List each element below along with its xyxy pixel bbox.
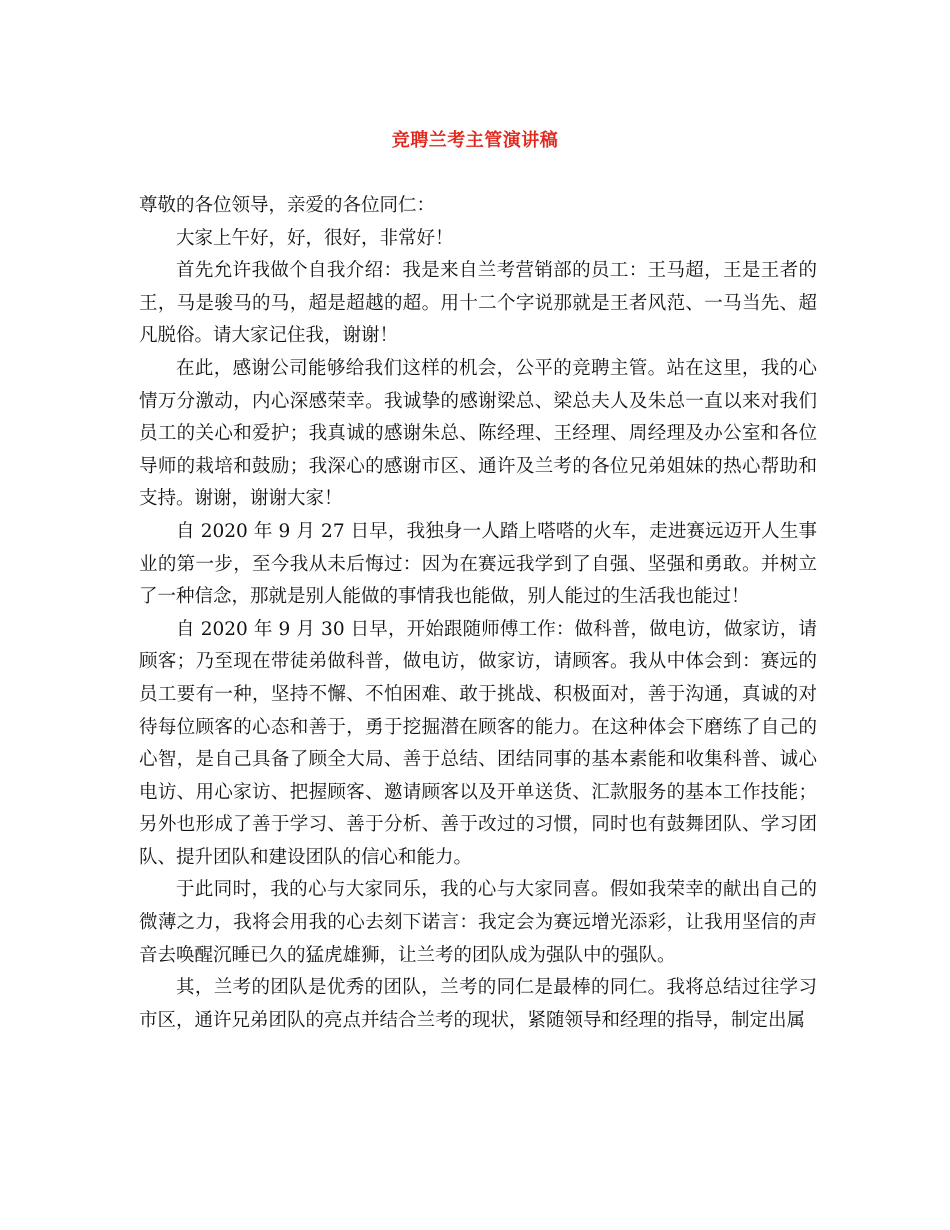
- paragraph-introduction: 首先允许我做个自我介绍：我是来自兰考营销部的员工：王马超，王是王者的王，马是骏马的马，超是超越的超。用十二个字说那就是王者风范、一马当先、超凡脱俗。请大家记住我，谢谢！: [139, 260, 817, 347]
- paragraph-work-experience: 自 2020 年 9 月 30 日早，开始跟随师傅工作：做科普，做电访，做家访，请顾客；乃至现在带徒弟做科普，做电访，做家访，请顾客。我从中体会到：赛远的员工要有一种，坚持不懈、不怕困难、敢于挑战、积极面对，善于沟通，真诚的对待每位顾客的心态和善于，勇于挖掘潜在顾客的能力。在这种体会下磨练了自己的心智，是自己具备了顾全大局、善于总结、团结同事的基本素能和收集科普、诚心电访、用心家访、把握顾客、邀请顾客以及开单送货、汇款服务的基本工作技能；另外也形成了善于学习、善于分析、善于改过的习惯，同时也有鼓舞团队、学习团队、提升团队和建设团队的信心和能力。: [139, 618, 817, 868]
- paragraph-beginning: 自 2020 年 9 月 27 日早，我独身一人踏上嗒嗒的火车，走进赛远迈开人生事业的第一步，至今我从未后悔过：因为在赛远我学到了自强、坚强和勇敢。并树立了一种信念，那就是别人能做的事情我也能做，别人能过的生活我也能过！: [139, 520, 817, 608]
- paragraph-commitment: 于此同时，我的心与大家同乐，我的心与大家同喜。假如我荣幸的献出自己的微薄之力，我将会用我的心去刻下诺言：我定会为赛远增光添彩，让我用坚信的声音去唤醒沉睡已久的猛虎雄狮，让兰考的团队成为强队中的强队。: [139, 879, 817, 966]
- salutation: 尊敬的各位领导，亲爱的各位同仁：: [139, 195, 436, 216]
- document-title: 竞聘兰考主管演讲稿: [391, 130, 559, 151]
- paragraph-thanks: 在此，感谢公司能够给我们这样的机会，公平的竞聘主管。站在这里，我的心情万分激动，内心深感荣幸。我诚挚的感谢梁总、梁总夫人及朱总一直以来对我们员工的关心和爱护；我真诚的感谢朱总、陈经理、王经理、周经理及办公室和各位导师的栽培和鼓励；我深心的感谢市区、通许及兰考的各位兄弟姐妹的热心帮助和支持。谢谢，谢谢大家！: [139, 357, 817, 510]
- paragraph-plan: 其，兰考的团队是优秀的团队，兰考的同仁是最棒的同仁。我将总结过往学习市区，通许兄弟团队的亮点并结合兰考的现状，紧随领导和经理的指导，制定出属: [139, 977, 817, 1031]
- paragraph-greeting: 大家上午好，好，很好，非常好！: [176, 227, 454, 249]
- document-body: [139, 190, 817, 1037]
